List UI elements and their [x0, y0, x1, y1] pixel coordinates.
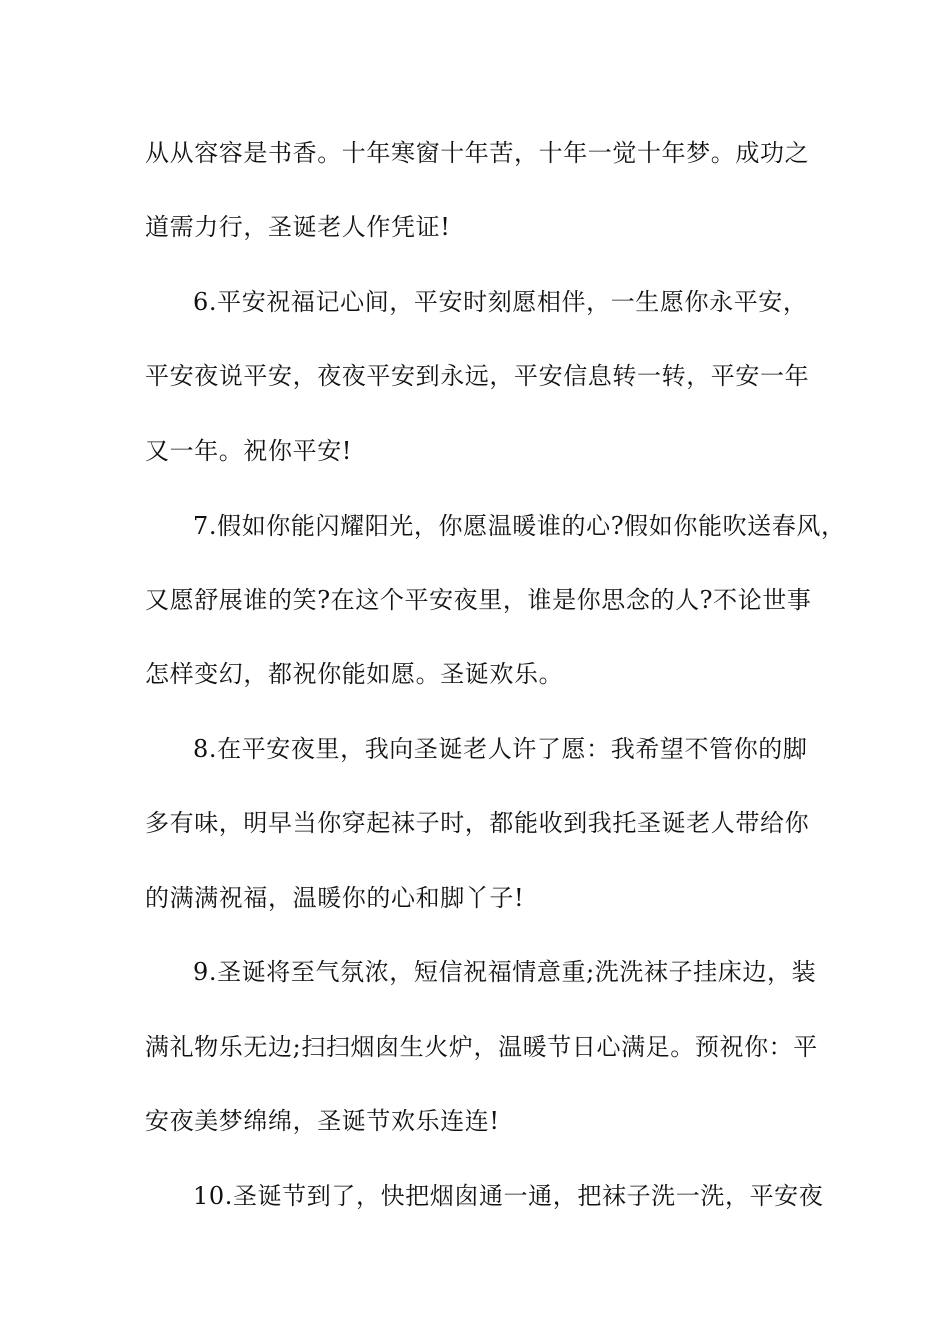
text-line: 满礼物乐无边;扫扫烟囱生火炉，温暖节日心满足。预祝你：平 [145, 1033, 818, 1061]
text-line: 又愿舒展谁的笑?在这个平安夜里，谁是你思念的人?不论世事 [145, 586, 812, 614]
paragraph-10-start: 10.圣诞节到了，快把烟囱通一通，把袜子洗一洗，平安夜 [193, 1182, 824, 1210]
paragraph-7-start: 7.假如你能闪耀阳光，你愿温暖谁的心?假如你能吹送春风， [193, 512, 846, 540]
text-line: 怎样变幻，都祝你能如愿。圣诞欢乐。 [145, 660, 564, 688]
text-line: 平安夜说平安，夜夜平安到永远，平安信息转一转，平安一年 [145, 362, 810, 390]
text-line: 的满满祝福，温暖你的心和脚丫子! [145, 884, 525, 912]
text-line: 安夜美梦绵绵，圣诞节欢乐连连! [145, 1107, 500, 1135]
paragraph-9-start: 9.圣诞将至气氛浓，短信祝福情意重;洗洗袜子挂床边，装 [193, 958, 817, 986]
paragraph-8-start: 8.在平安夜里，我向圣诞老人许了愿：我希望不管你的脚 [193, 735, 808, 763]
text-line: 多有味，明早当你穿起袜子时，都能收到我托圣诞老人带给你 [145, 809, 810, 837]
text-line: 从从容容是书香。十年寒窗十年苦，十年一觉十年梦。成功之 [145, 139, 810, 167]
text-line: 又一年。祝你平安! [145, 437, 353, 465]
paragraph-6-start: 6.平安祝福记心间，平安时刻愿相伴，一生愿你永平安， [193, 288, 808, 316]
text-line: 道需力行，圣诞老人作凭证! [145, 213, 451, 241]
